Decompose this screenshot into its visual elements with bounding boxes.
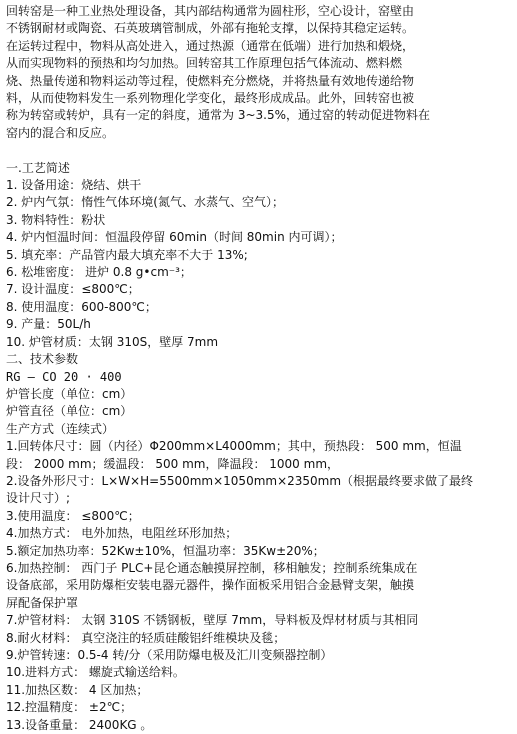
- spec-item: 2. 炉内气氛：惰性气体环境(氮气、水蒸气、空气）；: [6, 195, 284, 210]
- spec-item: 3. 物料特性：粉状: [6, 212, 106, 227]
- intro-line: 不锈钢耐材或陶瓷、石英玻璃管制成，外部有拖轮支撑，以保持其稳定运转。: [6, 21, 415, 36]
- intro-line: 烧、热量传递和物料运动等过程，使燃料充分燃烧，并将热量有效地传递给物: [6, 73, 415, 88]
- param-item: 3.使用温度： ≤800℃；: [6, 508, 140, 523]
- intro-line: 在运转过程中，物料从高处进入，通过热源（通常在低端）进行加热和煅烧，: [6, 38, 415, 53]
- intro-line: 窑内的混合和反应。: [6, 125, 115, 140]
- spec-item: 6. 松堆密度： 进炉 0.8 g•cm⁻³；: [6, 265, 192, 280]
- intro-line: 称为转窑或转炉，具有一定的斜度，通常为 3~3.5%，通过窑的转动促进物料在: [6, 108, 430, 123]
- spec-item: 5. 填充率：产品管内最大填充率不大于 13%;: [6, 247, 248, 262]
- intro-line: 回转窑是一种工业热处理设备，其内部结构通常为圆柱形，空心设计，窑壁由: [6, 4, 415, 18]
- param-item: 段： 2000 mm；缓温段： 500 mm，降温段： 1000 mm，: [6, 456, 340, 471]
- spec-item: 7. 设计温度：≤800℃；: [6, 282, 140, 297]
- param-label: 生产方式（连续式）: [6, 421, 115, 436]
- model-code: RG – CO 20 · 400: [6, 369, 122, 384]
- spec-item: 10. 炉管材质：太钢 310S，壁厚 7mm: [6, 334, 219, 349]
- spec-item: 9. 产量：50L/h: [6, 317, 91, 332]
- param-item: 4.加热方式： 电外加热，电阻丝环形加热；: [6, 526, 238, 541]
- technical-parameters-section: [6, 351, 514, 734]
- param-item: 10.进料方式： 螺旋式输送给料。: [6, 665, 185, 680]
- spec-item: 1. 设备用途：烧结、烘干: [6, 178, 142, 193]
- param-item: 11.加热区数： 4 区加热；: [6, 682, 149, 697]
- param-item: 屏配备保护罩: [6, 595, 79, 610]
- intro-line: 料，从而使物料发生一系列物理化学变化，最终形成成品。此外，回转窑也被: [6, 91, 415, 106]
- param-item: 13.设备重量： 2400KG 。: [6, 717, 153, 732]
- param-item: 9.炉管转速：0.5-4 转/分（采用防爆电极及汇川变频器控制）: [6, 648, 333, 663]
- param-item: 1.回转体尺寸：圆（内径）Φ200mm×L4000mm；其中，预热段： 500 mm，恒温: [6, 439, 462, 454]
- intro-paragraph: [6, 3, 514, 142]
- blank-line: [6, 142, 514, 159]
- process-overview-section: [6, 160, 514, 351]
- spec-item: 8. 使用温度：600-800℃；: [6, 299, 157, 314]
- param-item: 12.控温精度： ±2℃；: [6, 700, 133, 715]
- param-item: 7.炉管材料： 太钢 310S 不锈钢板，壁厚 7mm，导料板及焊材材质与其相同: [6, 613, 419, 628]
- document-body: [6, 3, 514, 734]
- section-heading: 二、技术参数: [6, 352, 79, 367]
- param-label: 炉管直径（单位：cm）: [6, 404, 133, 419]
- param-item: 6.加热控制： 西门子 PLC+昆仑通态触摸屏控制，移相触发；控制系统集成在: [6, 560, 418, 575]
- param-label: 炉管长度（单位：cm）: [6, 386, 133, 401]
- param-item: 设计尺寸）;: [6, 491, 71, 506]
- section-heading: 一.工艺简述: [6, 160, 70, 175]
- spec-item: 4. 炉内恒温时间：恒温段停留 60min（时间 80min 内可调）；: [6, 230, 343, 245]
- param-item: 8.耐火材料： 真空浇注的轻质硅酸铝纤维模块及毯；: [6, 630, 286, 645]
- intro-line: 从而实现物料的预热和均匀加热。回转窑其工作原理包括气体流动、燃料燃: [6, 56, 403, 71]
- param-item: 设备底部，采用防爆柜安装电器元器件，操作面板采用铝合金悬臂支架，触摸: [6, 578, 415, 593]
- param-item: 5.额定加热功率：52Kw±10%，恒温功率：35Kw±20%；: [6, 543, 325, 558]
- param-item: 2.设备外形尺寸：L×W×H=5500mm×1050mm×2350mm（根据最终要求做了最终: [6, 473, 474, 488]
